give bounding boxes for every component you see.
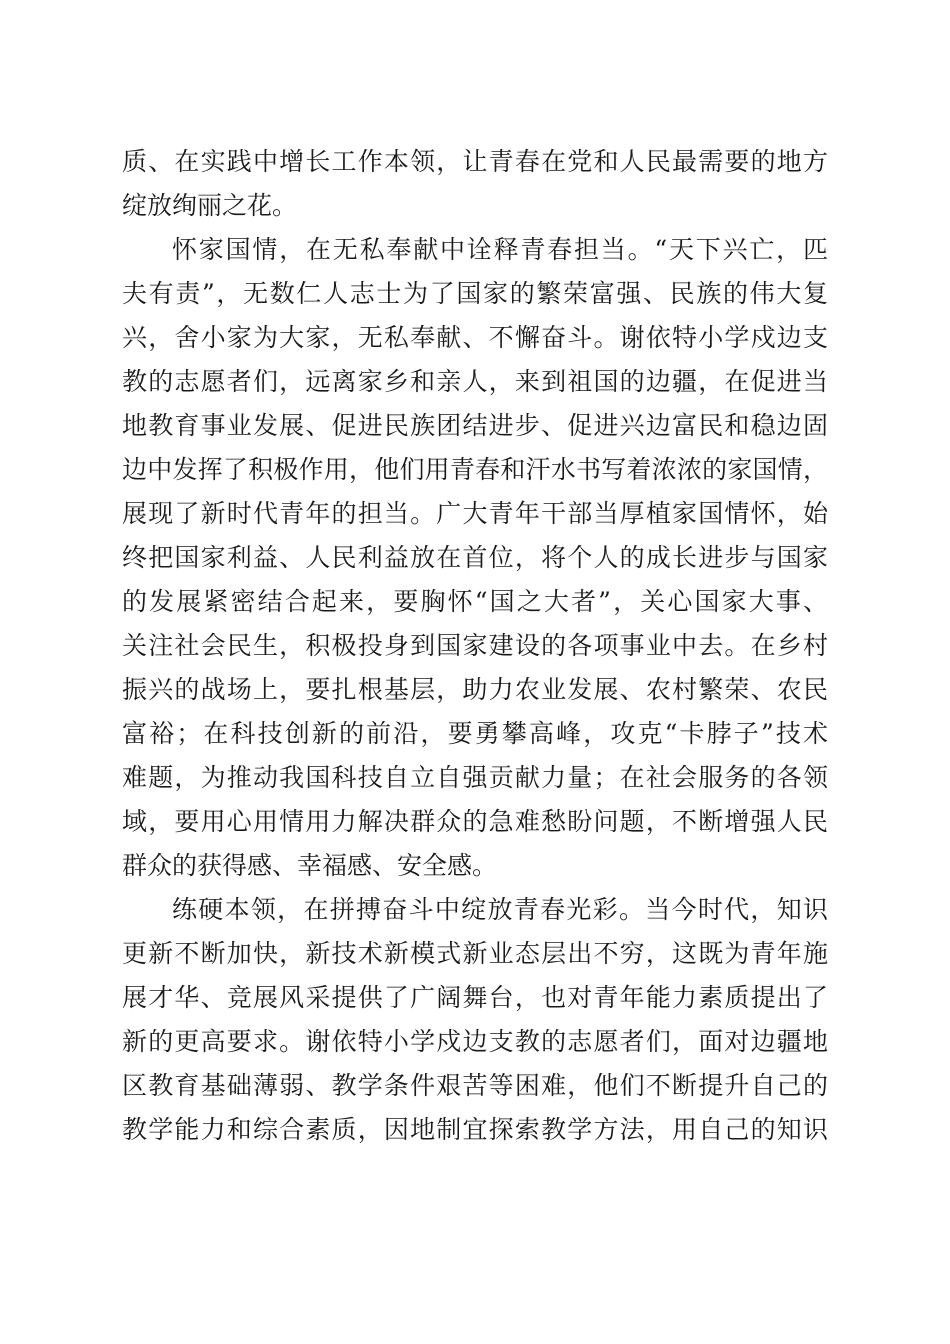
- text-line: 展才华、竞展风采提供了广阔舞台，也对青年能力素质提出了: [122, 983, 828, 1012]
- text-line: 振兴的战场上，要扎根基层，助力农业发展、农村繁荣、农民: [122, 675, 828, 704]
- text-line: 教的志愿者们，远离家乡和亲人，来到祖国的边疆，在促进当: [122, 367, 828, 396]
- text-line: 终把国家利益、人民利益放在首位，将个人的成长进步与国家: [122, 543, 828, 572]
- text-line: 群众的获得感、幸福感、安全感。: [122, 851, 498, 880]
- text-line: 夫有责”，无数仁人志士为了国家的繁荣富强、民族的伟大复: [122, 279, 828, 308]
- text-line: 展现了新时代青年的担当。广大青年干部当厚植家国情怀，始: [122, 499, 828, 528]
- text-line: 富裕；在科技创新的前沿，要勇攀高峰，攻克“卡脖子”技术: [122, 719, 828, 748]
- text-line: 练硬本领，在拼搏奋斗中绽放青春光彩。当今时代，知识: [172, 895, 828, 924]
- text-line: 关注社会民生，积极投身到国家建设的各项事业中去。在乡村: [122, 631, 828, 660]
- text-line: 边中发挥了积极作用，他们用青春和汗水书写着浓浓的家国情，: [122, 455, 828, 484]
- text-line: 区教育基础薄弱、教学条件艰苦等困难，他们不断提升自己的: [122, 1071, 828, 1100]
- text-line: 新的更高要求。谢依特小学戍边支教的志愿者们，面对边疆地: [122, 1027, 828, 1056]
- text-line: 怀家国情，在无私奉献中诠释青春担当。“天下兴亡，匹: [172, 235, 828, 264]
- text-line: 绽放绚丽之花。: [122, 191, 298, 220]
- text-line: 的发展紧密结合起来，要胸怀“国之大者”，关心国家大事、: [122, 587, 828, 616]
- text-line: 兴，舍小家为大家，无私奉献、不懈奋斗。谢依特小学戍边支: [122, 323, 828, 352]
- text-line: 教学能力和综合素质，因地制宜探索教学方法，用自己的知识: [122, 1115, 828, 1144]
- text-line: 难题，为推动我国科技自立自强贡献力量；在社会服务的各领: [122, 763, 828, 792]
- text-line: 质、在实践中增长工作本领，让青春在党和人民最需要的地方: [122, 147, 828, 176]
- text-line: 地教育事业发展、促进民族团结进步、促进兴边富民和稳边固: [122, 411, 828, 440]
- text-line: 域，要用心用情用力解决群众的急难愁盼问题，不断增强人民: [122, 807, 828, 836]
- text-line: 更新不断加快，新技术新模式新业态层出不穷，这既为青年施: [122, 939, 828, 968]
